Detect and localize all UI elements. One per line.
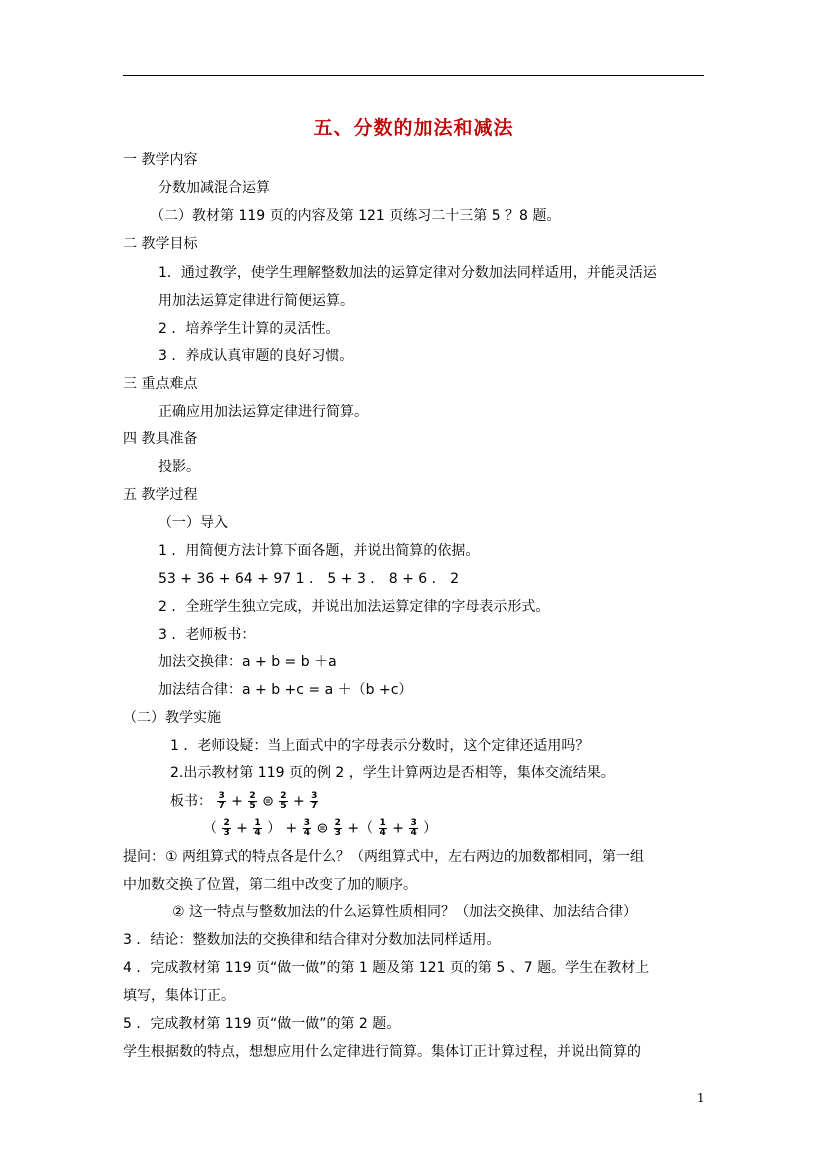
paragraph-line: （二）教材第 119 页的内容及第 121 页练习二十三第 5 ？8 题。 — [150, 208, 561, 224]
section-heading: 四 教具准备 — [123, 431, 198, 447]
page-number: 1 — [697, 1091, 705, 1105]
operator: + — [392, 820, 404, 837]
paragraph-line: ② 这一特点与整数加法的什么运算性质相同？（加法交换律、加法结合律） — [172, 904, 637, 920]
fraction: $\frac{3}{4}$ — [410, 818, 417, 838]
operator: + — [231, 793, 243, 810]
paragraph-line: 3 ．养成认真审题的良好习惯。 — [158, 348, 354, 364]
paragraph-line: 用加法运算定律进行简便运算。 — [158, 293, 354, 309]
section-heading: 一 教学内容 — [123, 152, 198, 168]
paragraph-line: 1 ．用简便方法计算下面各题，并说出简算的依据。 — [158, 543, 480, 559]
bracket: ） — [267, 820, 282, 837]
section-heading: 二 教学目标 — [123, 236, 198, 252]
fraction: $\frac{2}{3}$ — [334, 818, 341, 838]
paragraph-line: 53 + 36 + 64 + 97 1 ． 5 + 3 ． 8 + 6 ． 2 — [158, 571, 460, 587]
operator: + — [236, 820, 248, 837]
paragraph-line: 4 ．完成教材第 119 页“做一做”的第 1 题及第 121 页的第 5 、7 题。学生在教材上 — [123, 960, 650, 976]
header-rule — [123, 75, 704, 76]
subsection-heading: （二）教学实施 — [123, 710, 221, 726]
bracket: （ — [203, 820, 217, 837]
fraction: $\frac{2}{3}$ — [223, 818, 230, 838]
equals-sign: ⊜ — [262, 793, 274, 810]
operator: + — [292, 793, 305, 810]
paragraph-line: 2.出示教材第 119 页的例 2 ，学生计算两边是否相等，集体交流结果。 — [170, 765, 615, 781]
operator: +（ — [347, 820, 374, 837]
section-heading: 五 教学过程 — [123, 487, 198, 503]
fraction: $\frac{1}{4}$ — [254, 818, 261, 838]
fraction: $\frac{2}{5}$ — [249, 791, 256, 811]
paragraph-line: 5 ．完成教材第 119 页“做一做”的第 2 题。 — [123, 1016, 401, 1032]
board-equation-2 — [203, 819, 437, 838]
fraction: $\frac{2}{5}$ — [280, 791, 287, 811]
board-equation-1 — [170, 792, 319, 811]
paragraph-line: 正确应用加法运算定律进行简算。 — [158, 404, 368, 420]
operator: + — [285, 820, 298, 837]
bracket: ） — [423, 820, 438, 837]
paragraph-line: 2 ．培养学生计算的灵活性。 — [158, 321, 340, 337]
fraction: $\frac{1}{4}$ — [379, 818, 386, 838]
fraction: $\frac{3}{4}$ — [303, 818, 310, 838]
paragraph-line: 加法结合律：a + b +c = a ＋（b +c） — [158, 682, 413, 698]
equals-sign: ⊜ — [316, 820, 329, 837]
board-label: 板书： — [170, 793, 212, 810]
paragraph-line: 投影。 — [158, 459, 200, 475]
paragraph-line: 2 ．全班学生独立完成，并说出加法运算定律的字母表示形式。 — [158, 599, 550, 615]
paragraph-line: 3 ．老师板书： — [158, 627, 256, 643]
section-heading: 三 重点难点 — [123, 376, 198, 392]
subsection-heading: （一）导入 — [158, 515, 228, 531]
fraction: $\frac{3}{7}$ — [218, 791, 225, 811]
paragraph-line: 学生根据数的特点，想想应用什么定律进行简算。集体订正计算过程，并说出简算的 — [123, 1044, 641, 1060]
paragraph-line: 中加数交换了位置，第二组中改变了加的顺序。 — [123, 877, 417, 893]
paragraph-line: 填写，集体订正。 — [123, 988, 235, 1004]
paragraph-line: 加法交换律：a + b = b ＋a — [158, 654, 337, 670]
paragraph-line: 提问：① 两组算式的特点各是什么？（两组算式中，左右两边的加数都相同，第一组 — [123, 849, 644, 865]
paragraph-line: 分数加减混合运算 — [158, 180, 270, 196]
fraction: $\frac{3}{7}$ — [311, 791, 318, 811]
paragraph-line: 1 ．老师设疑：当上面式中的字母表示分数时，这个定律还适用吗？ — [170, 738, 590, 754]
paragraph-line: 1．通过教学，使学生理解整数加法的运算定律对分数加法同样适用，并能灵活运 — [158, 265, 657, 281]
paragraph-line: 3 ．结论：整数加法的交换律和结合律对分数加法同样适用。 — [123, 932, 501, 948]
document-title: 五、分数的加法和减法 — [313, 117, 514, 139]
